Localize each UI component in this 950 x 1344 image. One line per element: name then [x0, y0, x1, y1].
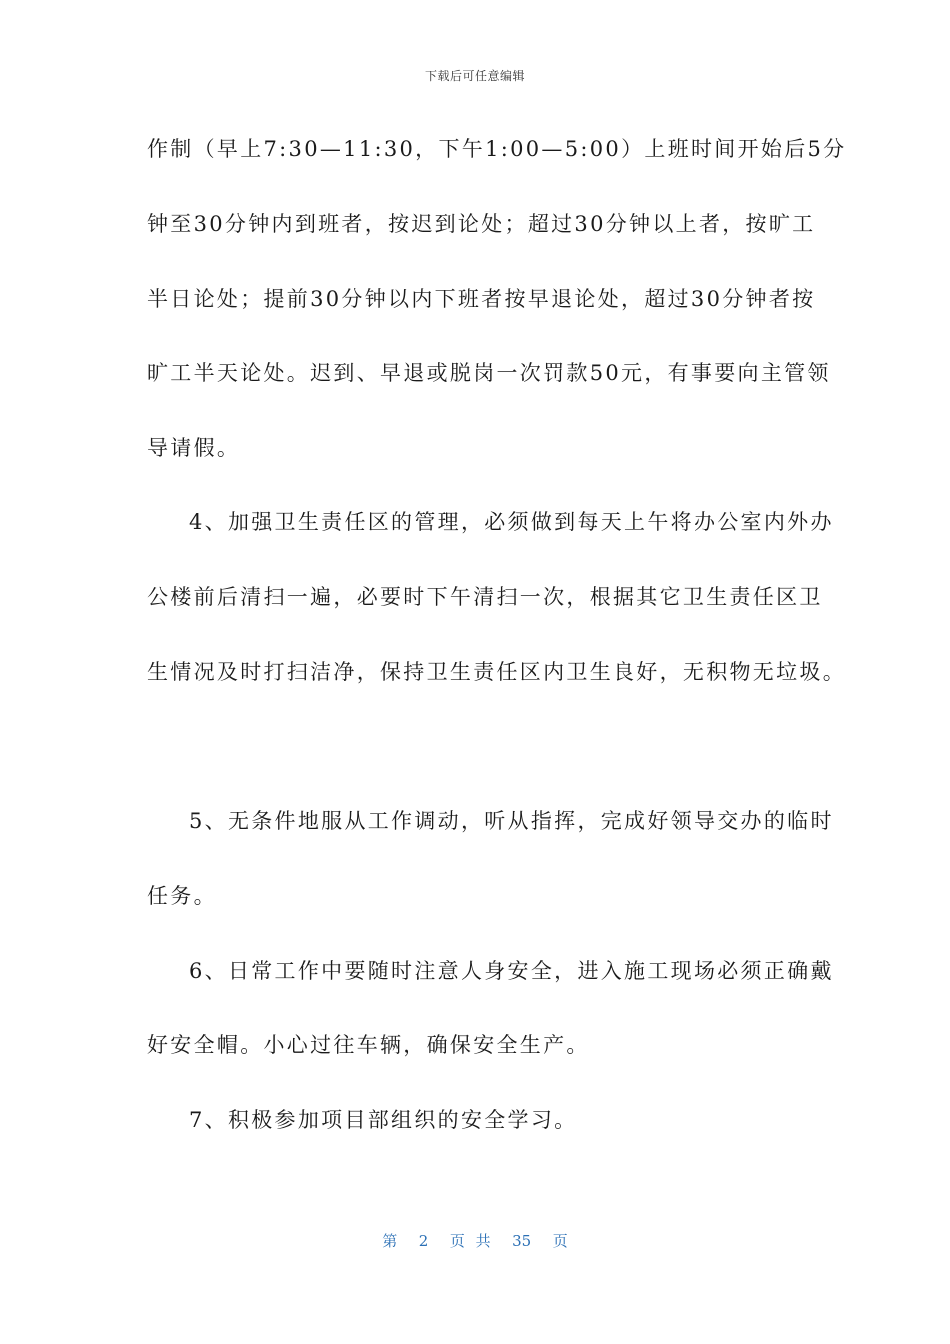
paragraph-line: 5、无条件地服从工作调动，听从指挥，完成好领导交办的临时	[189, 809, 834, 833]
paragraph-line: 钟至30分钟内到班者，按迟到论处；超过30分钟以上者，按旷工	[147, 212, 816, 236]
paragraph-line: 作制（早上7:30—11:30，下午1:00—5:00）上班时间开始后5分	[147, 137, 847, 161]
paragraph-line: 旷工半天论处。迟到、早退或脱岗一次罚款50元，有事要向主管领	[147, 361, 831, 385]
paragraph-line: 生情况及时打扫洁净，保持卫生责任区内卫生良好，无积物无垃圾。	[147, 660, 846, 684]
paragraph-line: 好安全帽。小心过往车辆，确保安全生产。	[147, 1033, 590, 1057]
page-number-footer: 第 2 页 共 35 页	[382, 1232, 568, 1250]
paragraph-line: 4、加强卫生责任区的管理，必须做到每天上午将办公室内外办	[189, 510, 834, 534]
paragraph-line: 公楼前后清扫一遍，必要时下午清扫一次，根据其它卫生责任区卫	[147, 585, 823, 609]
paragraph-line: 导请假。	[147, 436, 241, 460]
paragraph-line: 半日论处；提前30分钟以内下班者按早退论处，超过30分钟者按	[147, 287, 816, 311]
paragraph-line: 6、日常工作中要随时注意人身安全，进入施工现场必须正确戴	[189, 959, 834, 983]
page-header: 下载后可任意编辑	[424, 69, 525, 83]
paragraph-line: 任务。	[147, 884, 217, 908]
paragraph-line: 7、积极参加项目部组织的安全学习。	[189, 1108, 578, 1132]
